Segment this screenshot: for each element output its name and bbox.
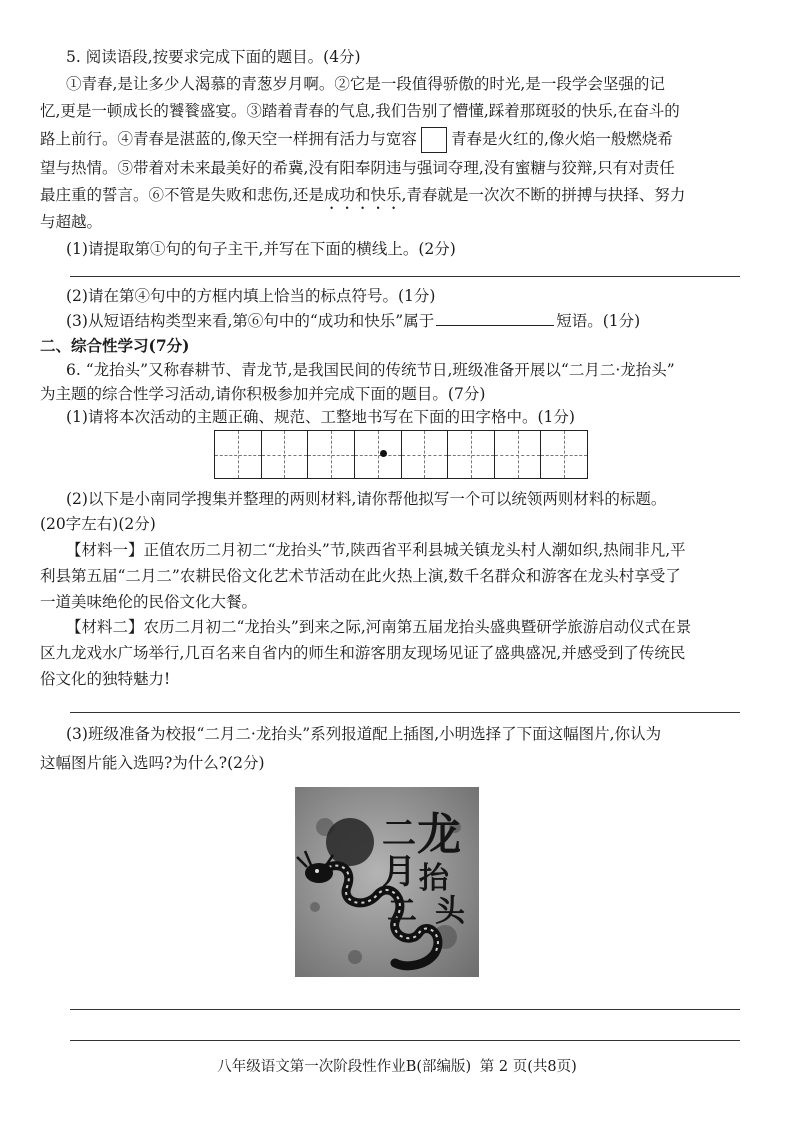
answer-line-q6-2[interactable] — [70, 712, 740, 713]
q5-text-line-2: 忆,更是一顿成长的饕餮盛宴。③踏着青春的气息,我们告别了懵懂,踩着那斑驳的快乐,在奋斗的 — [40, 102, 680, 120]
grid-cell[interactable] — [448, 431, 495, 478]
q5-text-line-5b: ,青春就是一次次不断的拼搏与抉择、努力 — [401, 186, 686, 204]
q5-subquestion-2: (2)请在第④句中的方框内填上恰当的标点符号。(1分) — [66, 287, 436, 305]
q5-subquestion-3 — [66, 308, 754, 334]
footer-title: 八年级语文第一次阶段性作业B(部编版) — [217, 1059, 472, 1075]
phrase-type-blank[interactable] — [436, 309, 554, 326]
q5-text-line-1: ①青春,是让多少人渴慕的青葱岁月啊。②它是一段值得骄傲的时光,是一段学会坚强的记 — [66, 75, 665, 93]
q6-subquestion-3a: (3)班级准备为校报“二月二·龙抬头”系列报道配上插图,小明选择了下面这幅图片,你认为 — [66, 725, 662, 743]
grid-cell[interactable] — [541, 431, 587, 478]
picture-char-er-1: 二 — [382, 814, 416, 854]
q5-text-line-3 — [40, 126, 754, 153]
material-1-line-2: 利县第五届“二月二”农耕民俗文化艺术节活动在此火热上演,数千名群众和游客在龙头村享受了 — [40, 567, 681, 585]
grid-cell[interactable] — [495, 431, 542, 478]
tianzige-grid[interactable] — [214, 430, 588, 479]
material-2-line-3: 俗文化的独特魅力! — [40, 670, 171, 688]
q5-text-line-4: 望与热情。⑤带着对未来最美好的希冀,没有阳奉阴违与强词夺理,没有蜜糖与狡辩,只有对责任 — [40, 159, 675, 177]
picture-char-tou: 头 — [435, 894, 465, 929]
q5-text-line-5a: 最庄重的誓言。⑥不管是失败和悲伤,还是 — [40, 186, 324, 204]
picture-char-long: 龙 — [417, 809, 461, 860]
q5-text-line-6: 与超越。 — [40, 213, 103, 231]
answer-line-q6-3b[interactable] — [70, 1040, 740, 1041]
grid-cell[interactable] — [215, 431, 262, 478]
grid-cell[interactable] — [402, 431, 449, 478]
material-2-line-2: 区九龙戏水广场举行,几百名来自省内的师生和游客朋友现场见证了盛典盛况,并感受到了传统民 — [40, 644, 686, 662]
q5-heading: 5. 阅读语段,按要求完成下面的题目。(4分) — [66, 48, 361, 66]
section-2-heading: 二、综合性学习(7分) — [40, 336, 190, 355]
moon-circle — [326, 818, 374, 866]
q6-subquestion-3b: 这幅图片能入选吗?为什么?(2分) — [40, 754, 265, 772]
dragon-head-raising-image — [295, 787, 479, 977]
q5-subquestion-3b: 短语。(1分) — [556, 312, 641, 330]
page-footer — [0, 1055, 794, 1076]
grid-cell[interactable] — [262, 431, 309, 478]
q6-intro-line-1: 6. “龙抬头”又称春耕节、青龙节,是我国民间的传统节日,班级准备开展以“二月二·龙抬头” — [66, 361, 675, 379]
q6-subquestion-2a: (2)以下是小南同学搜集并整理的两则材料,请你帮他拟写一个可以统领两则材料的标题。 — [66, 490, 667, 508]
q5-text-line-3a: 路上前行。④青春是湛蓝的,像天空一样拥有活力与宽容 — [40, 130, 417, 148]
grid-cell[interactable] — [355, 431, 402, 478]
footer-page-number: 第 2 页(共8页) — [479, 1059, 577, 1075]
q5-subquestion-1: (1)请提取第①句的句子主干,并写在下面的横线上。(2分) — [66, 240, 456, 258]
answer-line-q6-3a[interactable] — [70, 1009, 740, 1010]
material-1-line-3: 一道美味绝伦的民俗文化大餐。 — [40, 593, 258, 611]
material-1-line-1: 【材料一】正值农历二月初二“龙抬头”节,陕西省平利县城关镇龙头村人潮如织,热闹非凡,平 — [66, 541, 686, 559]
q6-intro-line-2: 为主题的综合性学习活动,请你积极参加并完成下面的题目。(7分) — [40, 385, 486, 403]
picture-char-tai: 抬 — [419, 861, 449, 896]
q5-subquestion-3a: (3)从短语结构类型来看,第⑥句中的“成功和快乐”属于 — [66, 312, 435, 330]
middle-dot-mark — [380, 450, 387, 457]
q5-emphasized-phrase: 成功和快乐 — [323, 186, 402, 204]
material-2-line-1: 【材料二】农历二月初二“龙抬头”到来之际,河南第五届龙抬头盛典暨研学旅游启动仪式在景 — [66, 618, 692, 636]
picture-char-er-2: 二 — [387, 894, 417, 929]
answer-line-q5-1[interactable] — [70, 276, 740, 277]
q6-subquestion-1: (1)请将本次活动的主题正确、规范、工整地书写在下面的田字格中。(1分) — [66, 408, 575, 426]
punctuation-answer-box[interactable] — [421, 127, 447, 153]
picture-char-yue: 月 — [382, 852, 416, 892]
q5-text-line-3b: 青春是火红的,像火焰一般燃烧希 — [450, 130, 673, 148]
grid-cell[interactable] — [308, 431, 355, 478]
q6-subquestion-2b: (20字左右)(2分) — [40, 515, 156, 533]
